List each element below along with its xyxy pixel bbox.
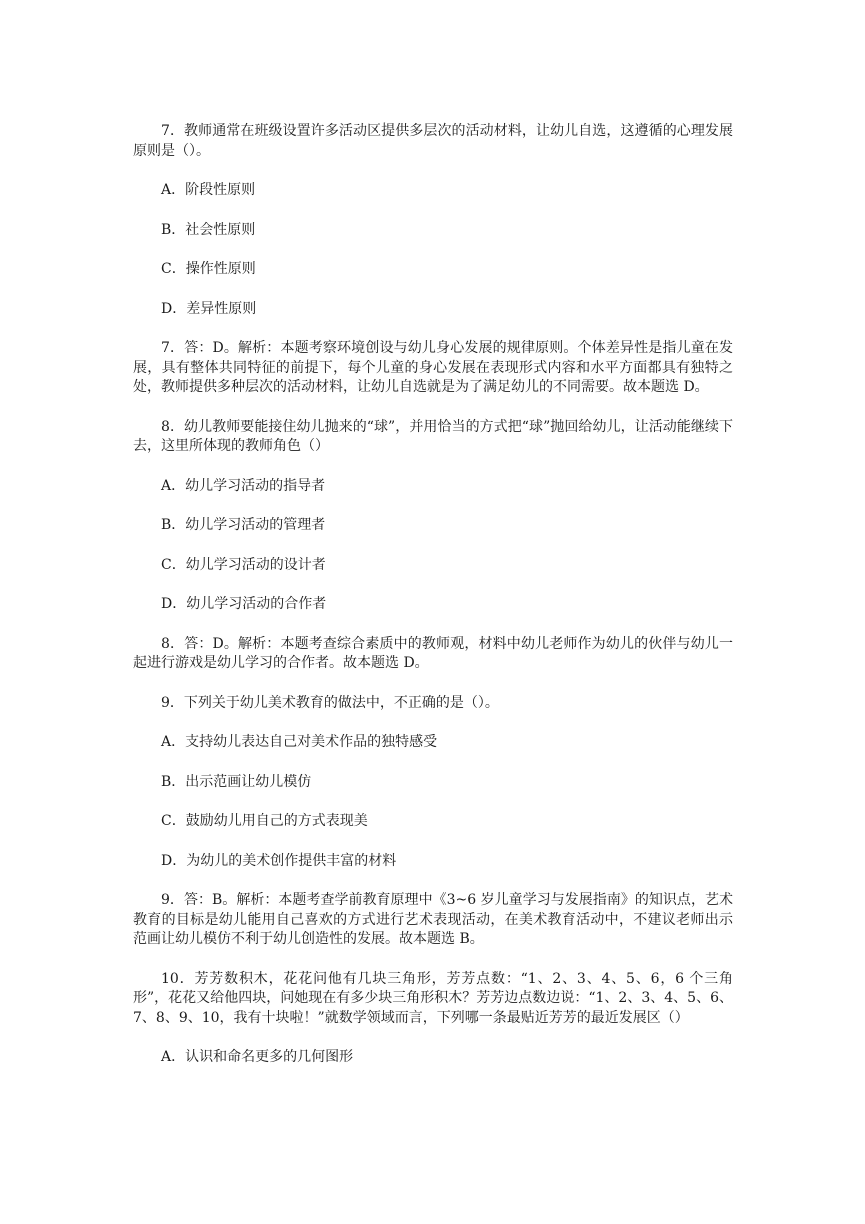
question-10: 10．芳芳数积木，花花问他有几块三角形，芳芳点数：“1、2、3、4、5、6，6 个三角形”，花花又给他四块，问她现在有多少块三角形积木？芳芳边点数边说：“1、2、3、4、5、6、7、8、9、10，我有十块啦！”就数学领域而言，下列哪一条最贴近芳芳的最近发展区（） — [133, 970, 733, 1026]
question-7: 7．教师通常在班级设置许多活动区提供多层次的活动材料，让幼儿自选，这遵循的心理发展原则是（）。 — [133, 123, 733, 159]
answer-7: 7．答：D。解析：本题考察环境创设与幼儿身心发展的规律原则。个体差异性是指儿童在发展，具有整体共同特征的前提下，每个儿童的身心发展在表现形式内容和水平方面都具有独特之处，教师提供多种层次的活动材料，让幼儿自选就是为了满足幼儿的不同需要。故本题选 D。 — [133, 340, 733, 395]
question-10-option-a: A．认识和命名更多的几何图形 — [161, 1049, 354, 1065]
document-body — [133, 122, 733, 1088]
question-9: 9．下列关于幼儿美术教育的做法中，不正确的是（）。 — [161, 694, 499, 711]
question-7-option-a: A．阶段性原则 — [161, 182, 256, 198]
question-8-option-a: A．幼儿学习活动的指导者 — [161, 477, 326, 494]
question-7-option-c: C．操作性原则 — [161, 261, 256, 277]
question-8: 8．幼儿教师要能接住幼儿抛来的“球”，并用恰当的方式把“球”抛回给幼儿，让活动能继续下去，这里所体现的教师角色（） — [133, 418, 733, 454]
question-9-option-a: A．支持幼儿表达自己对美术作品的独特感受 — [161, 734, 438, 750]
question-9-option-d: D．为幼儿的美术创作提供丰富的材料 — [161, 852, 397, 869]
question-8-option-c: C．幼儿学习活动的设计者 — [161, 556, 326, 573]
answer-8: 8．答：D。解析：本题考查综合素质中的教师观，材料中幼儿老师作为幼儿的伙伴与幼儿一起进行游戏是幼儿学习的合作者。故本题选 D。 — [133, 635, 733, 671]
question-9-option-c: C．鼓励幼儿用自己的方式表现美 — [161, 813, 368, 829]
answer-9: 9．答：B。解析：本题考查学前教育原理中《3~6 岁儿童学习与发展指南》的知识点，艺术教育的目标是幼儿能用自己喜欢的方式进行艺术表现活动，在美术教育活动中，不建议老师出示范画让幼儿模仿不利于幼儿创造性的发展。故本题选 B。 — [133, 892, 733, 947]
question-8-option-b: B．幼儿学习活动的管理者 — [161, 517, 326, 533]
question-7-option-d: D．差异性原则 — [161, 300, 257, 317]
question-8-option-d: D．幼儿学习活动的合作者 — [161, 596, 327, 612]
question-7-option-b: B．社会性原则 — [161, 221, 256, 238]
question-9-option-b: B．出示范画让幼儿模仿 — [161, 773, 312, 790]
